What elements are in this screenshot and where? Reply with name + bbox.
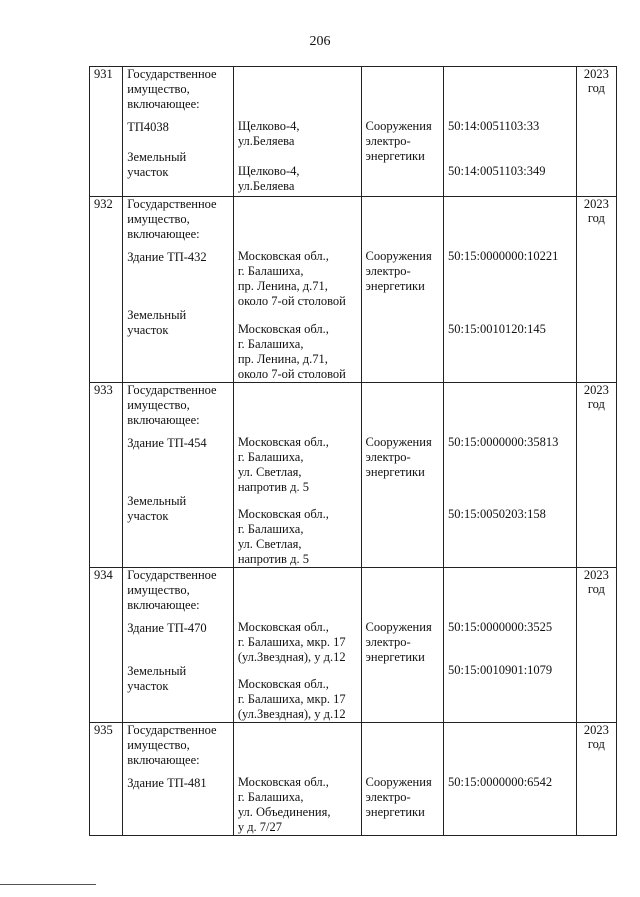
object-address: Щелково-4, ул.Беляева — [237, 119, 300, 148]
cadastral-cell — [444, 67, 577, 197]
item-name-cell — [123, 67, 234, 197]
land-name: Земельный участок — [127, 664, 187, 693]
address-cell — [233, 197, 361, 383]
purpose-cell — [361, 197, 443, 383]
object-name: Здание ТП-454 — [127, 436, 207, 450]
row-number: 934 — [90, 568, 123, 723]
object-purpose: Сооружения электро- энергетики — [365, 620, 432, 664]
object-purpose: Сооружения электро- энергетики — [365, 119, 432, 163]
table-row — [90, 568, 617, 723]
object-purpose: Сооружения электро- энергетики — [365, 775, 432, 819]
land-cadastral: 50:14:0051103:349 — [448, 164, 546, 178]
group-title: Государственное имущество, включающее: — [127, 568, 217, 612]
object-cadastral: 50:14:0051103:33 — [448, 119, 540, 133]
item-name-cell — [123, 568, 234, 723]
group-title: Государственное имущество, включающее: — [127, 383, 217, 427]
purpose-cell — [361, 723, 443, 836]
item-name-cell — [123, 723, 234, 836]
year-cell — [576, 723, 616, 836]
land-cadastral: 50:15:0010901:1079 — [448, 663, 553, 677]
address-cell — [233, 723, 361, 836]
year-value: 2023 год — [583, 67, 609, 95]
year-value: 2023 год — [583, 568, 609, 596]
land-cadastral: 50:15:0050203:158 — [448, 507, 546, 521]
object-purpose: Сооружения электро- энергетики — [365, 435, 432, 479]
table-row — [90, 197, 617, 383]
cadastral-cell — [444, 197, 577, 383]
item-name-cell — [123, 383, 234, 568]
row-number: 931 — [90, 67, 123, 197]
year-cell — [576, 67, 616, 197]
purpose-cell — [361, 67, 443, 197]
object-address: Московская обл., г. Балашиха, ул. Светлая, напротив д. 5 — [237, 435, 329, 494]
purpose-cell — [361, 383, 443, 568]
cadastral-cell — [444, 568, 577, 723]
row-number: 932 — [90, 197, 123, 383]
object-address: Московская обл., г. Балашиха, мкр. 17 (ул.Звездная), у д.12 — [237, 620, 346, 664]
land-name: Земельный участок — [127, 308, 187, 337]
object-name: Здание ТП-432 — [127, 250, 207, 264]
land-name: Земельный участок — [127, 150, 187, 179]
address-cell — [233, 568, 361, 723]
object-cadastral: 50:15:0000000:3525 — [448, 620, 553, 634]
land-address: Московская обл., г. Балашиха, пр. Ленина, д.71, около 7-ой столовой — [237, 322, 346, 381]
object-name: Здание ТП-481 — [127, 776, 207, 790]
table-row — [90, 723, 617, 836]
object-address: Московская обл., г. Балашиха, ул. Объединения, у д. 7/27 — [237, 775, 331, 834]
group-title: Государственное имущество, включающее: — [127, 723, 217, 767]
year-value: 2023 год — [583, 383, 609, 411]
object-name: Здание ТП-470 — [127, 621, 207, 635]
object-cadastral: 50:15:0000000:35813 — [448, 435, 559, 449]
property-registry-table — [89, 66, 617, 836]
purpose-cell — [361, 568, 443, 723]
year-cell — [576, 568, 616, 723]
table-row — [90, 383, 617, 568]
group-title: Государственное имущество, включающее: — [127, 197, 217, 241]
page-number: 206 — [309, 34, 331, 49]
object-cadastral: 50:15:0000000:6542 — [448, 775, 553, 789]
year-value: 2023 год — [583, 197, 609, 225]
address-cell — [233, 67, 361, 197]
land-address: Московская обл., г. Балашиха, ул. Светлая, напротив д. 5 — [237, 507, 329, 566]
item-name-cell — [123, 197, 234, 383]
land-address: Щелково-4, ул.Беляева — [237, 164, 300, 193]
row-number: 933 — [90, 383, 123, 568]
object-purpose: Сооружения электро- энергетики — [365, 249, 432, 293]
land-address: Московская обл., г. Балашиха, мкр. 17 (ул.Звездная), у д.12 — [237, 677, 346, 721]
year-cell — [576, 383, 616, 568]
object-address: Московская обл., г. Балашиха, пр. Ленина, д.71, около 7-ой столовой — [237, 249, 346, 308]
table-row — [90, 67, 617, 197]
cadastral-cell — [444, 383, 577, 568]
object-name: ТП4038 — [127, 120, 169, 134]
group-title: Государственное имущество, включающее: — [127, 67, 217, 111]
object-cadastral: 50:15:0000000:10221 — [448, 249, 559, 263]
year-cell — [576, 197, 616, 383]
address-cell — [233, 383, 361, 568]
land-name: Земельный участок — [127, 494, 187, 523]
row-number: 935 — [90, 723, 123, 836]
footnote-divider — [0, 884, 96, 885]
land-cadastral: 50:15:0010120:145 — [448, 322, 546, 336]
cadastral-cell — [444, 723, 577, 836]
year-value: 2023 год — [583, 723, 609, 751]
